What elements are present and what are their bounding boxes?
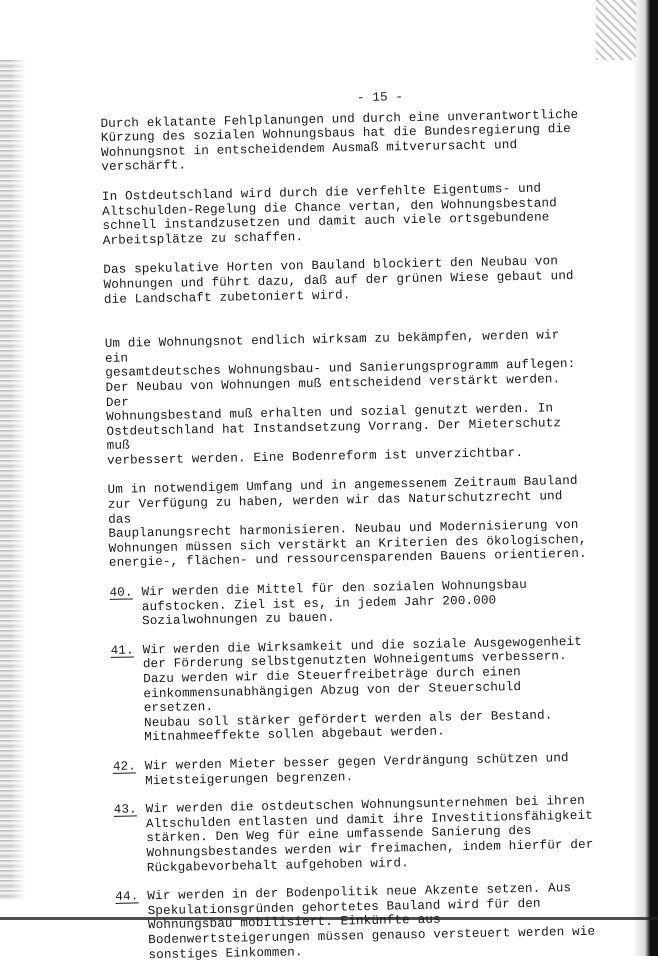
scan-edge-left [0, 60, 26, 900]
numbered-item [114, 794, 595, 876]
item-number: 44. [115, 889, 139, 904]
item-text: Wir werden die Wirksamkeit und die soziale Ausgewogenheit der Förderung selbstgenutzten Wohneigentums verbessern. Dazu werden wir die Steuerfreibeträge durch einen einkommensunabhängigen Abzug von der Steuerschuld ersetzen. Neubau soll stärker gefördert werden als der Bestand. Mitnahmeeffekte sollen abgebaut werden. [142, 634, 583, 745]
paragraph: Durch eklatante Fehlplanungen und durch eine unverantwortliche Kürzung des sozialen Wohnungsbaus hat die Bundesregierung die Wohnungsnot in entscheidendem Ausmaß mitverursacht und verschärft. [100, 107, 579, 175]
paragraph: Um die Wohnungsnot endlich wirksam zu bekämpfen, werden wir ein gesamtdeutsches Wohnungsbau- und Sanierungsprogramm auflegen: Der Neubau von Wohnungen muß entscheidend verstärkt werden. Der Wohnungsbestand muß erhalten und sozial genutzt werden. In Ostdeutschland hat Instandsetzung Vorrang. Der Mieterschutz muß verbessert werden. Eine Bodenreform ist unverzichtbar. [104, 328, 576, 468]
item-number: 41. [110, 643, 134, 658]
item-text: Wir werden in der Bodenpolitik neue Akzente setzen. Aus Spekulationsgründen gehortetes Bauland wird für den Wohnungsbau mobilisiert. Einkünfte aus Bodenwertsteigerungen müssen genauso versteuert werden wie sonstiges Einkommen. [147, 881, 596, 962]
paragraph: Um in notwendigem Umfang und in angemessenem Zeitraum Bauland zur Verfügung zu haben, werden wir das Naturschutzrecht und das Bauplanungsrecht harmonisieren. Neubau und Modernisierung von Wohnungen müssen sich verstärkt an Kriterien des ökologischen, energie-, flächen- und ressourcensparenden Bauens orientieren. [107, 474, 587, 571]
numbered-item [113, 751, 593, 789]
scan-edge-top-right [596, 0, 636, 60]
item-text: Wir werden die Mittel für den sozialen Wohnungsbau aufstocken. Ziel ist es, in jedem Jahr 200.000 Sozialwohnungen zu bauen. [141, 577, 527, 629]
item-text: Wir werden die ostdeutschen Wohnungsunternehmen bei ihren Altschulden entlasten und damit ihre Investitionsfähigkeit stärken. Den Weg für eine umfassende Sanierung des Wohnungsbestandes werden wir freimachen, indem hierfür der Rückgabevorbehalt aufgehoben wird. [145, 793, 594, 875]
document-page [100, 87, 597, 977]
page-number: - 15 - [356, 90, 404, 106]
scan-edge-right [632, 0, 658, 956]
item-number: 40. [109, 585, 133, 600]
item-number: 43. [113, 802, 137, 818]
paragraph: In Ostdeutschland wird durch die verfehlte Eigentums- und Altschulden-Regelung die Chance vertan, den Wohnungsbestand schnell instandzusetzen und damit auch viele ortsgebundene Arbeitsplätze zu schaffen. [101, 181, 558, 248]
paragraph: Das spekulative Horten von Bauland blockiert den Neubau von Wohnungen und führt dazu, daß auf der grünen Wiese gebaut und die Landschaft zubetoniert wird. [103, 254, 574, 307]
numbered-item [111, 634, 593, 745]
numbered-item [109, 577, 590, 630]
item-number: 42. [112, 759, 137, 774]
item-text: Wir werden Mieter besser gegen Verdrängung schützen und Mietsteigerungen begrenzen. [144, 751, 569, 788]
numbered-item [115, 881, 596, 963]
